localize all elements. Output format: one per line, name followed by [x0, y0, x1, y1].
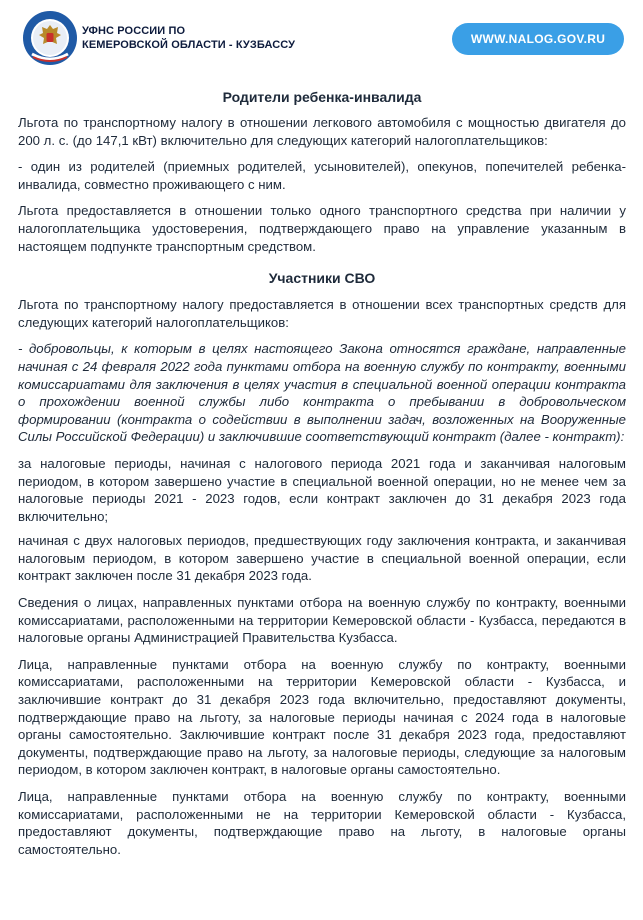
paragraph: - один из родителей (приемных родителей, усыновителей), опекунов, попечителей ребенка-инвалида, совместно проживающего с ним. — [18, 159, 626, 192]
section-title-svo: Участники СВО — [268, 270, 376, 287]
paragraph: начиная с двух налоговых периодов, предшествующих году заключения контракта, и заканчивая налоговым периодом, в котором завершено участие в специальной военной операции, если контракт заключен после 31 декабря 2023 года. — [18, 533, 626, 584]
paragraph-volunteers: - добровольцы, к которым в целях настоящего Закона относятся граждане, направленные начиная с 24 февраля 2022 года пунктами отбора на военную службу по контракту, военными комиссариатами для заключения в целях участия в специальной военной операции контракта о прохождении военной службы либо контракта о пребывании в добровольческом формировании (контракта о содействии в выполнении задач, возложенных на Вооруженные Силы Российской Федерации) и заключившие соответствующий контракт (далее - контракт): — [18, 341, 626, 445]
org-name-line1: УФНС РОССИИ ПО — [82, 25, 186, 37]
page-header — [0, 0, 643, 82]
paragraph: Сведения о лицах, направленных пунктами отбора на военную службу по контракту, военными комиссариатами, расположенными на территории Кемеровской области - Кузбасса, передаются в налоговые органы Администрацией Правительства Кузбасса. — [18, 595, 626, 646]
paragraph: Льгота предоставляется в отношении только одного транспортного средства при наличии у налогоплательщика удостоверения, подтверждающего право на управление указанным в настоящем подпункте транспортным средством. — [18, 203, 626, 254]
section-title-parents: Родители ребенка-инвалида — [222, 89, 422, 105]
paragraph: Лица, направленные пунктами отбора на военную службу по контракту, военными комиссариатами, расположенными на территории Кемеровской области - Кузбасса, и заключившие контракт до 31 декабря 2023 года включительно, предоставляют документы, подтверждающие право на льготу, за налоговые периоды начиная с 2024 года в налоговые органы самостоятельно. Заключившие контракт после 31 декабря 2023 года, предоставляют документы, подтверждающие право на льготу, за налоговые периоды, следующие за налоговым периодом, в котором заключен контракт, в налоговые органы самостоятельно. — [18, 656, 626, 778]
website-link-button[interactable]: WWW.NALOG.GOV.RU — [452, 23, 624, 55]
document-body — [18, 88, 626, 858]
fns-emblem-icon — [22, 10, 78, 66]
paragraph: Лица, направленные пунктами отбора на военную службу по контракту, военными комиссариатами, расположенными не на территории Кемеровской области - Кузбасса, предоставляют документы, подтверждающие право на льготу, в налоговые органы самостоятельно. — [18, 789, 626, 857]
organization-name — [82, 24, 295, 52]
paragraph: за налоговые периоды, начиная с налогового периода 2021 года и заканчивая налоговым периодом, в котором завершено участие в специальной военной операции, но не менее чем за налоговые периоды 2021 - 2023 годов, если контракт заключен до 31 декабря 2023 года включительно; — [18, 455, 626, 524]
org-name-line2: КЕМЕРОВСКОЙ ОБЛАСТИ - КУЗБАССУ — [82, 39, 296, 51]
paragraph: Льгота по транспортному налогу предоставляется в отношении всех транспортных средств для следующих категорий налогоплательщиков: — [18, 297, 626, 330]
paragraph: Льгота по транспортному налогу в отношении легкового автомобиля с мощностью двигателя до 200 л. с. (до 147,1 кВт) включительно для следующих категорий налогоплательщиков: — [18, 115, 626, 148]
